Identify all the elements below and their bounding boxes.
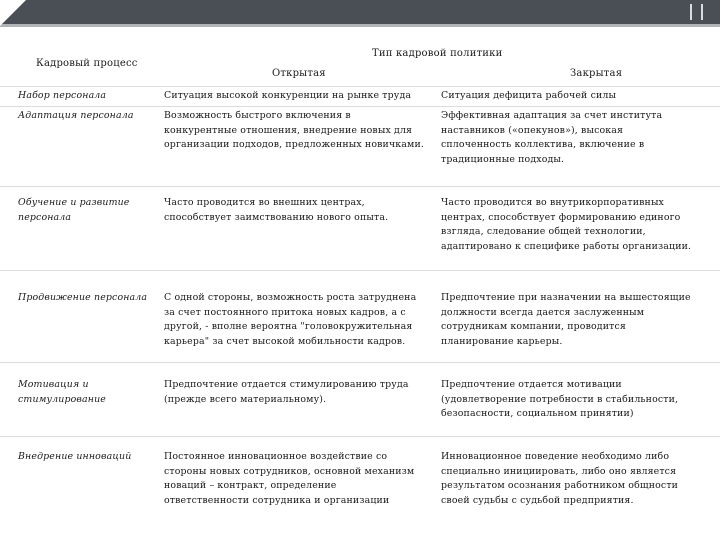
cell-process: Обучение и развитие персонала xyxy=(18,197,130,223)
slide-top-accent-line xyxy=(0,24,720,27)
cell-closed: Ситуация дефицита рабочей силы xyxy=(441,90,617,101)
cell-open: Ситуация высокой конкуренции на рынке труда xyxy=(164,90,412,101)
cell-closed: Часто проводится во внутрикорпоративных центрах, способствует формированию единого взгляда, следование общей технологии, адаптировано к специфике работы организации. xyxy=(441,197,692,253)
cell-closed: Предпочтение при назначении на вышестоящие должности всегда дается заслуженным сотрудникам компании, проводится планирование карьеры. xyxy=(441,292,691,348)
header-closed: Закрытая xyxy=(570,68,623,79)
cell-process: Адаптация персонала xyxy=(18,110,134,121)
cell-open: Предпочтение отдается стимулированию труда (прежде всего материальному). xyxy=(164,379,409,405)
slide-top-bar xyxy=(0,0,720,24)
cell-process: Мотивация и стимулирование xyxy=(18,379,106,405)
cell-process: Продвижение персонала xyxy=(18,292,148,303)
pipe-decoration xyxy=(690,4,692,20)
cell-open: Часто проводится во внешних центрах, способствует заимствованию нового опыта. xyxy=(164,197,389,223)
pipe-decoration xyxy=(701,4,703,20)
cell-process: Набор персонала xyxy=(18,90,107,101)
cell-open: Возможность быстрого включения в конкурентные отношения, внедрение новых для организации подходов, предложенных новичками. xyxy=(164,110,425,151)
cell-closed: Предпочтение отдается мотивации (удовлетворение потребности в стабильности, безопасности, социальном принятии) xyxy=(441,379,679,420)
table-divider xyxy=(0,270,720,271)
table-divider xyxy=(0,186,720,187)
table-divider xyxy=(0,436,720,437)
cell-process: Внедрение инноваций xyxy=(18,451,132,462)
header-process: Кадровый процесс xyxy=(36,58,138,69)
slide-corner-decoration xyxy=(0,0,26,26)
header-policy-type: Тип кадровой политики xyxy=(372,48,503,59)
table-divider xyxy=(0,106,720,107)
slide-pipes-decoration xyxy=(690,4,703,20)
table-divider xyxy=(0,86,720,87)
cell-open: Постоянное инновационное воздействие со стороны новых сотрудников, основной механизм новаций – контракт, определение ответственности сотрудника и организации xyxy=(164,451,415,507)
cell-closed: Инновационное поведение необходимо либо специально инициировать, либо оно является результатом осознания работником общности своей судьбы с судьбой предприятия. xyxy=(441,451,679,507)
cell-closed: Эффективная адаптация за счет института наставников («опекунов»), высокая сплоченность коллектива, включение в традиционные подходы. xyxy=(441,110,663,166)
cell-open: С одной стороны, возможность роста затруднена за счет постоянного притока новых кадров, а с другой, - вполне вероятна "головокружительная карьера" за счет высокой мобильности кадров. xyxy=(164,292,417,348)
header-open: Открытая xyxy=(272,68,326,79)
table-divider xyxy=(0,362,720,363)
